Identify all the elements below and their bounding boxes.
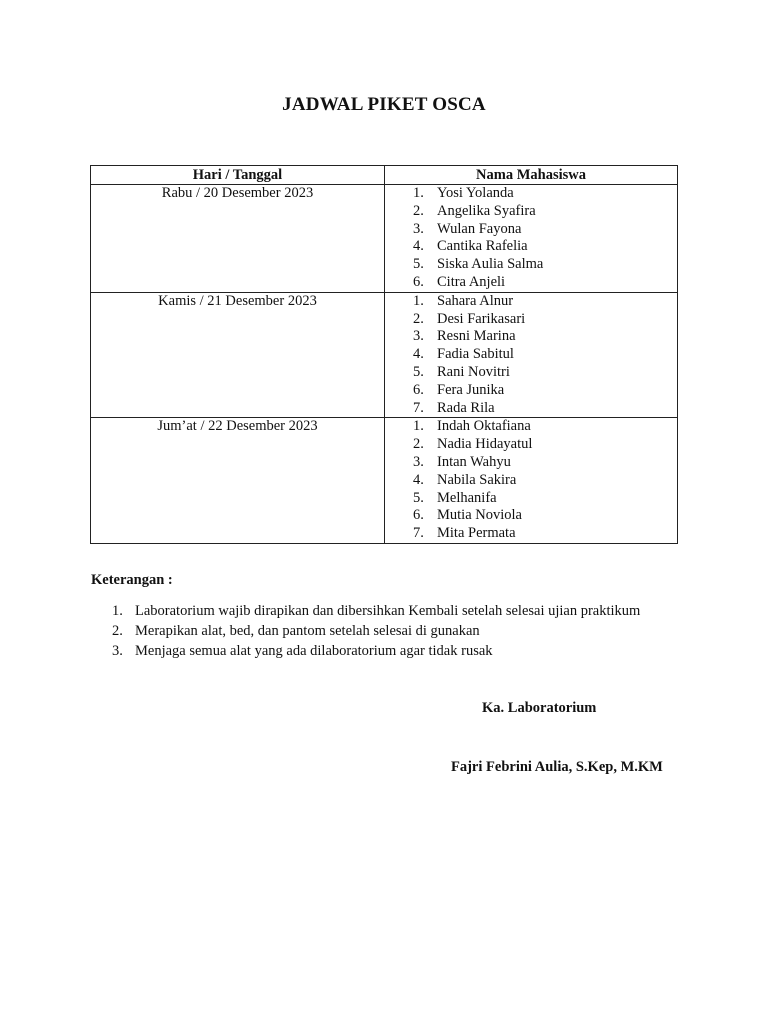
student-name: Fera Junika <box>437 381 505 398</box>
list-item <box>385 454 677 472</box>
note-number: 3. <box>112 643 123 659</box>
schedule-body <box>91 185 678 544</box>
list-item <box>385 382 677 400</box>
student-name: Citra Anjeli <box>437 273 506 290</box>
list-item <box>385 400 677 418</box>
list-number: 6. <box>413 381 424 398</box>
note-text: Merapikan alat, bed, dan pantom setelah selesai di gunakan <box>135 623 480 639</box>
student-name: Rada Rila <box>437 399 495 416</box>
student-name: Angelika Syafira <box>437 202 536 219</box>
list-item <box>385 525 677 543</box>
list-number: 2. <box>413 310 424 327</box>
document-title: JADWAL PIKET OSCA <box>282 94 486 115</box>
table-row <box>91 418 678 544</box>
note-text: Menjaga semua alat yang ada dilaboratorium agar tidak rusak <box>135 643 493 659</box>
list-number: 3. <box>413 220 424 237</box>
note-item <box>0 621 768 641</box>
list-number: 6. <box>413 507 424 524</box>
day-cell: Kamis / 21 Desember 2023 <box>91 292 385 418</box>
list-item <box>385 418 677 436</box>
list-number: 2. <box>413 436 424 453</box>
list-item <box>385 203 677 221</box>
list-number: 1. <box>413 292 424 309</box>
list-number: 7. <box>413 399 424 416</box>
student-name: Nadia Hidayatul <box>437 436 533 453</box>
list-number: 1. <box>413 418 424 435</box>
list-item <box>385 274 677 292</box>
student-name: Rani Novitri <box>437 363 510 380</box>
names-cell <box>385 292 678 418</box>
note-item <box>0 641 768 661</box>
list-number: 5. <box>413 489 424 506</box>
signature-role: Ka. Laboratorium <box>482 700 597 716</box>
student-name: Intan Wahyu <box>437 453 511 470</box>
list-item <box>385 293 677 311</box>
note-text: Laboratorium wajib dirapikan dan dibersihkan Kembali setelah selesai ujian praktikum <box>135 603 641 619</box>
note-item <box>0 601 768 621</box>
list-item <box>385 472 677 490</box>
student-name: Cantika Rafelia <box>437 238 528 255</box>
list-item <box>385 346 677 364</box>
list-item <box>385 507 677 525</box>
list-item <box>385 490 677 508</box>
day-cell: Jum’at / 22 Desember 2023 <box>91 418 385 544</box>
header-day: Hari / Tanggal <box>91 166 385 185</box>
student-name: Mita Permata <box>437 525 516 542</box>
names-cell <box>385 185 678 293</box>
signature-name: Fajri Febrini Aulia, S.Kep, M.KM <box>451 759 663 775</box>
student-name: Yosi Yolanda <box>437 185 514 201</box>
list-number: 3. <box>413 453 424 470</box>
student-name: Desi Farikasari <box>437 310 526 327</box>
names-cell <box>385 418 678 544</box>
list-item <box>385 328 677 346</box>
list-item <box>385 221 677 239</box>
list-item <box>385 185 677 203</box>
student-name: Wulan Fayona <box>437 220 522 237</box>
student-name: Resni Marina <box>437 328 516 345</box>
student-name: Sahara Alnur <box>437 292 514 309</box>
list-number: 7. <box>413 525 424 542</box>
student-name: Fadia Sabitul <box>437 346 514 363</box>
list-number: 5. <box>413 256 424 273</box>
list-item <box>385 256 677 274</box>
student-name: Mutia Noviola <box>437 507 522 524</box>
list-item <box>385 364 677 382</box>
note-number: 2. <box>112 623 123 639</box>
names-list <box>385 185 677 292</box>
list-item <box>385 436 677 454</box>
notes-list <box>0 601 768 661</box>
student-name: Nabila Sakira <box>437 471 517 488</box>
table-row <box>91 185 678 293</box>
schedule-table <box>90 165 678 544</box>
list-number: 4. <box>413 346 424 363</box>
header-names: Nama Mahasiswa <box>385 166 678 185</box>
list-number: 1. <box>413 185 424 201</box>
notes-heading: Keterangan : <box>91 572 173 588</box>
list-number: 2. <box>413 202 424 219</box>
list-item <box>385 238 677 256</box>
list-number: 5. <box>413 363 424 380</box>
note-number: 1. <box>112 603 123 619</box>
student-name: Melhanifa <box>437 489 497 506</box>
student-name: Siska Aulia Salma <box>437 256 544 273</box>
list-number: 4. <box>413 238 424 255</box>
day-cell: Rabu / 20 Desember 2023 <box>91 185 385 293</box>
list-number: 3. <box>413 328 424 345</box>
table-header-row <box>91 166 678 185</box>
list-item <box>385 311 677 329</box>
names-list <box>385 418 677 543</box>
student-name: Indah Oktafiana <box>437 418 531 435</box>
list-number: 4. <box>413 471 424 488</box>
list-number: 6. <box>413 273 424 290</box>
table-row <box>91 292 678 418</box>
names-list <box>385 293 677 418</box>
